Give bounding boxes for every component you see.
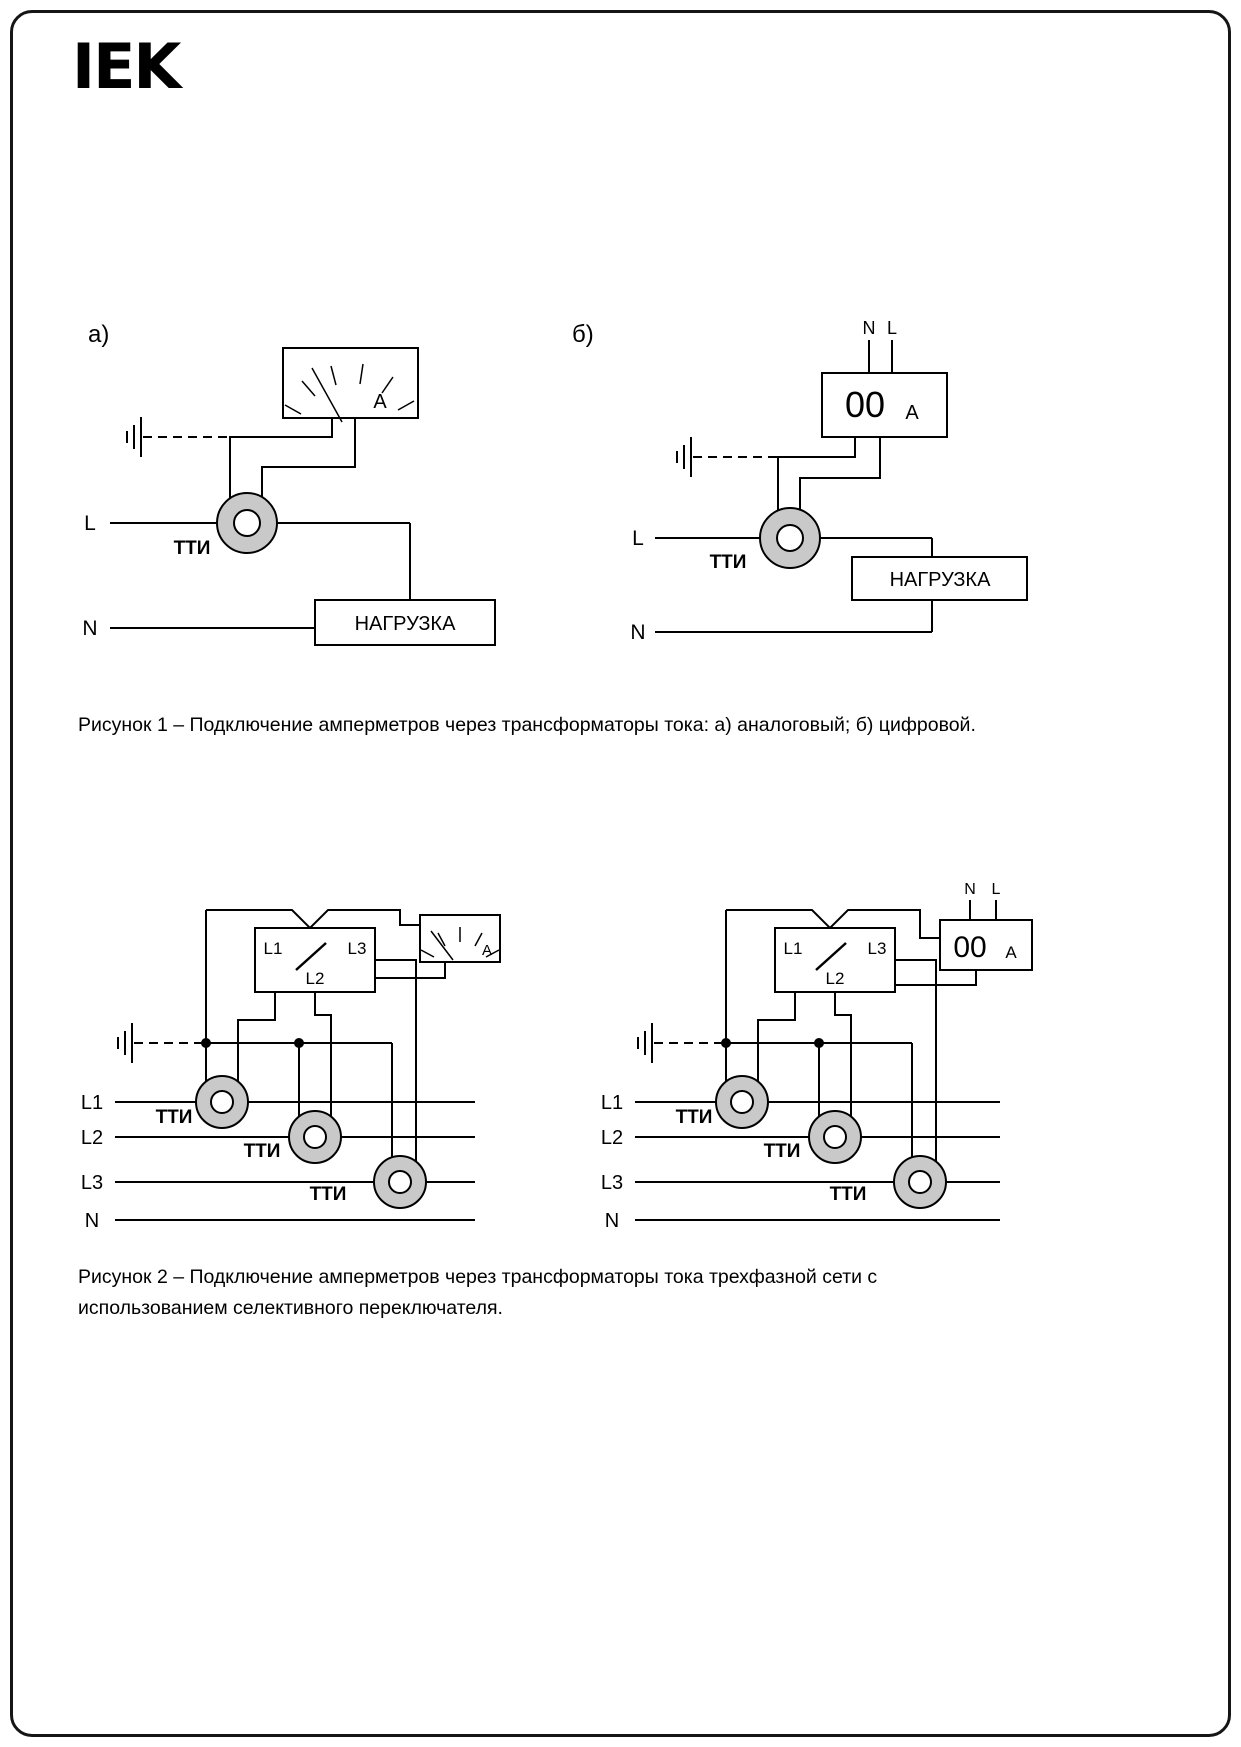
toroid-inner <box>234 510 260 536</box>
selector-pos-l3: L3 <box>867 939 887 958</box>
figure1-caption: Рисунок 1 – Подключение амперметров через трансформаторы тока: а) аналоговый; б) цифровой. <box>78 714 976 736</box>
load-label: НАГРУЗКА <box>889 569 991 591</box>
junction-dot <box>814 1038 824 1048</box>
transformer-label: ТТИ <box>309 1184 347 1205</box>
meter-value: 00 <box>953 931 987 964</box>
toroid-inner <box>389 1171 411 1193</box>
transformer-label: ТТИ <box>173 538 211 559</box>
phase-line-label: L <box>84 512 96 535</box>
ground-icon <box>118 1023 206 1063</box>
current-transformer-l1 <box>716 1076 768 1128</box>
meter-terminals <box>869 340 892 373</box>
phase-line-l2-label: L2 <box>600 1127 624 1149</box>
neutral-line-label: N <box>84 1210 100 1232</box>
phase-line-label: L <box>632 527 644 550</box>
current-transformer-l3 <box>374 1156 426 1208</box>
selector-pos-l2: L2 <box>825 969 845 988</box>
selector-pos-l3: L3 <box>347 939 367 958</box>
terminal-n-label: N <box>964 881 976 898</box>
transformer-label: ТТИ <box>243 1141 281 1162</box>
current-transformer-l2 <box>809 1111 861 1163</box>
meter-unit-label: А <box>905 402 919 424</box>
terminal-l-label: L <box>886 318 898 338</box>
toroid-inner <box>777 525 803 551</box>
phase-line-l2-label: L2 <box>80 1127 104 1149</box>
ground-icon <box>127 417 230 457</box>
selector-pos-l2: L2 <box>305 969 325 988</box>
neutral-line-label: N <box>630 621 646 644</box>
transformer-label: ТТИ <box>709 552 747 573</box>
current-transformer-l2 <box>289 1111 341 1163</box>
figure1-analog-diagram <box>70 300 570 680</box>
analog-ammeter <box>283 348 418 422</box>
selector-pos-l1: L1 <box>263 939 283 958</box>
figure1-label-a: а) <box>88 321 110 348</box>
iek-logo: IEK <box>72 30 180 103</box>
digital-ammeter <box>940 920 1032 970</box>
transformer-label: ТТИ <box>155 1107 193 1128</box>
transformer-label: ТТИ <box>763 1141 801 1162</box>
meter-terminals <box>970 900 996 920</box>
load-label: НАГРУЗКА <box>354 613 456 635</box>
phase-line-l3-label: L3 <box>80 1172 104 1194</box>
current-transformer-l1 <box>196 1076 248 1128</box>
toroid-inner <box>304 1126 326 1148</box>
toroid-inner <box>824 1126 846 1148</box>
meter-unit-label: А <box>481 942 493 959</box>
current-transformer-l3 <box>894 1156 946 1208</box>
load-box <box>315 600 495 645</box>
figure1-digital-diagram <box>560 300 1160 680</box>
ground-icon <box>638 1023 726 1063</box>
figure2-digital-diagram <box>590 880 1130 1260</box>
meter-unit-label: А <box>373 391 387 413</box>
analog-ammeter <box>420 915 500 962</box>
meter-value: 00 <box>844 384 886 425</box>
selector-switch <box>775 928 895 992</box>
neutral-line-label: N <box>604 1210 620 1232</box>
current-transformer <box>760 508 820 568</box>
ground-icon <box>677 437 778 477</box>
junction-dot <box>294 1038 304 1048</box>
toroid-inner <box>909 1171 931 1193</box>
current-transformer <box>217 493 277 553</box>
neutral-line-label: N <box>82 617 98 640</box>
phase-line-l3-label: L3 <box>600 1172 624 1194</box>
selector-switch <box>255 928 375 992</box>
figure2-caption: Рисунок 2 – Подключение амперметров через трансформаторы тока трехфазной сети с использованием селективного переключателя. <box>78 1266 878 1320</box>
page-border <box>10 10 1231 1737</box>
toroid-inner <box>731 1091 753 1113</box>
toroid-inner <box>211 1091 233 1113</box>
phase-line-l1-label: L1 <box>80 1092 104 1114</box>
terminal-n-label: N <box>862 318 876 338</box>
transformer-label: ТТИ <box>829 1184 867 1205</box>
load-box <box>852 557 1027 600</box>
selector-pos-l1: L1 <box>783 939 803 958</box>
phase-line-l1-label: L1 <box>600 1092 624 1114</box>
meter-unit-label: А <box>1005 943 1017 962</box>
figure1-label-b: б) <box>572 321 594 348</box>
transformer-label: ТТИ <box>675 1107 713 1128</box>
digital-ammeter <box>822 373 947 437</box>
figure2-analog-diagram <box>70 880 590 1260</box>
terminal-l-label: L <box>991 881 1001 898</box>
